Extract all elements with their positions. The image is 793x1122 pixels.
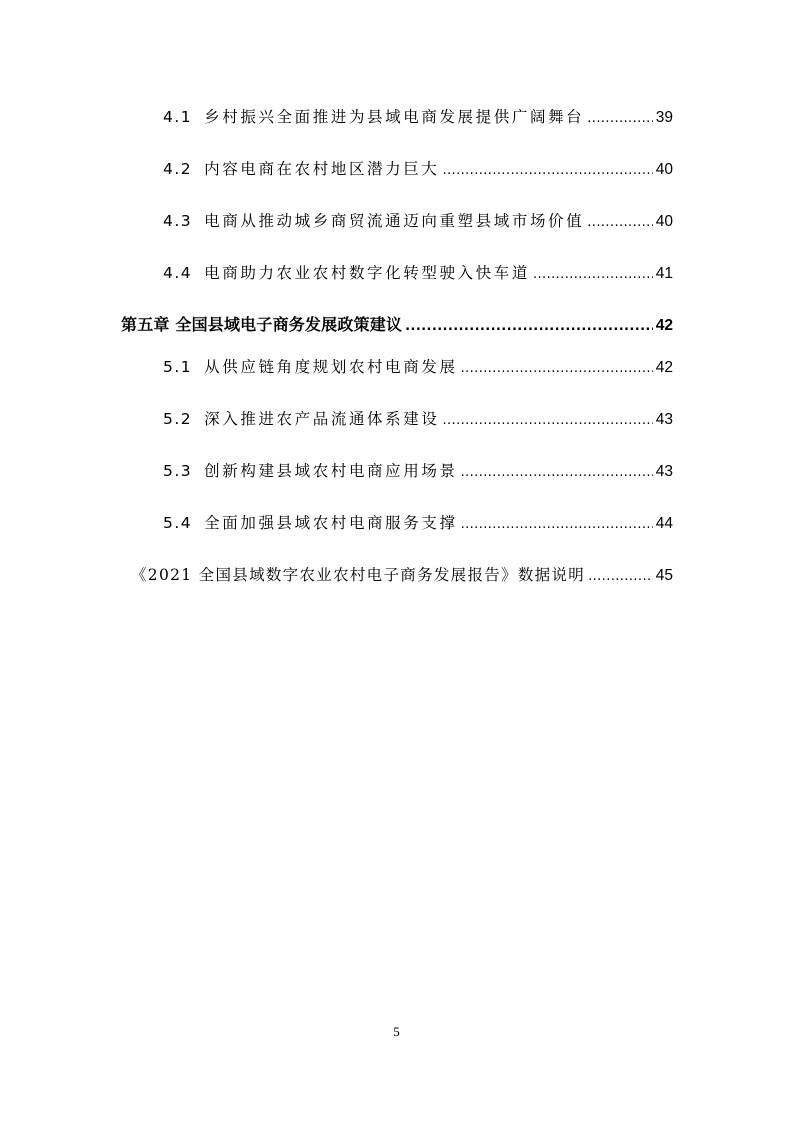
toc-entry-5-4[interactable] bbox=[163, 510, 673, 536]
toc-entry-page: 43 bbox=[655, 411, 673, 428]
toc-entry-number: 4.3 bbox=[163, 212, 193, 230]
toc-chapter-5[interactable] bbox=[121, 312, 673, 338]
toc-entry-title: 《2021 全国县域数字农业农村电子商务发展报告》数据说明 bbox=[131, 566, 586, 584]
toc-entry-4-3[interactable] bbox=[163, 208, 673, 234]
toc-entry-page: 45 bbox=[655, 567, 673, 584]
toc-entry-4-1[interactable] bbox=[163, 104, 673, 130]
toc-dot-leader bbox=[587, 106, 652, 132]
toc-chapter-title: 第五章 全国县域电子商务发展政策建议 bbox=[121, 315, 403, 334]
toc-entry-number: 5.2 bbox=[163, 410, 193, 428]
toc-entry-page: 43 bbox=[655, 463, 673, 480]
toc-dot-leader bbox=[461, 356, 653, 382]
toc-entry-page: 40 bbox=[655, 213, 673, 230]
toc-dot-leader bbox=[587, 210, 652, 236]
toc-entry-4-4[interactable] bbox=[163, 260, 673, 286]
toc-entry-title: 全面加强县域农村电商服务支撑 bbox=[204, 514, 458, 532]
toc-dot-leader bbox=[533, 262, 653, 288]
toc-entry-page: 44 bbox=[655, 515, 673, 532]
toc-entry-5-2[interactable] bbox=[163, 406, 673, 432]
toc-dot-leader bbox=[442, 408, 652, 434]
toc-entry-page: 40 bbox=[655, 161, 673, 178]
toc-entry-number: 5.4 bbox=[163, 514, 193, 532]
toc-entry-page: 39 bbox=[655, 109, 673, 126]
toc-entry-number: 5.1 bbox=[163, 358, 193, 376]
toc-entry-page: 42 bbox=[655, 317, 673, 334]
toc-entry-title: 电商助力农业农村数字化转型驶入快车道 bbox=[204, 264, 530, 282]
toc-entry-title: 乡村振兴全面推进为县域电商发展提供广阔舞台 bbox=[204, 108, 585, 126]
toc-entry-number: 4.1 bbox=[163, 108, 193, 126]
toc-dot-leader bbox=[461, 460, 653, 486]
toc-dot-leader bbox=[405, 314, 653, 340]
toc-entry-title: 内容电商在农村地区潜力巨大 bbox=[204, 160, 440, 178]
toc-entry-title: 从供应链角度规划农村电商发展 bbox=[204, 358, 458, 376]
toc-entry-page: 42 bbox=[655, 359, 673, 376]
toc-entry-4-2[interactable] bbox=[163, 156, 673, 182]
toc-entry-number: 4.4 bbox=[163, 264, 193, 282]
toc-entry-title: 深入推进农产品流通体系建设 bbox=[204, 410, 440, 428]
toc-entry-title: 电商从推动城乡商贸流通迈向重塑县域市场价值 bbox=[204, 212, 585, 230]
toc-entry-5-3[interactable] bbox=[163, 458, 673, 484]
toc-dot-leader bbox=[461, 512, 653, 538]
page-number: 5 bbox=[393, 1024, 400, 1039]
toc-report-data-notes[interactable] bbox=[131, 562, 673, 588]
toc-dot-leader bbox=[442, 158, 652, 184]
toc-entry-page: 41 bbox=[655, 265, 673, 282]
toc-entry-number: 5.3 bbox=[163, 462, 193, 480]
toc-entry-number: 4.2 bbox=[163, 160, 193, 178]
toc-dot-leader bbox=[588, 564, 653, 590]
toc-entry-title: 创新构建县域农村电商应用场景 bbox=[204, 462, 458, 480]
toc-entry-5-1[interactable] bbox=[163, 354, 673, 380]
